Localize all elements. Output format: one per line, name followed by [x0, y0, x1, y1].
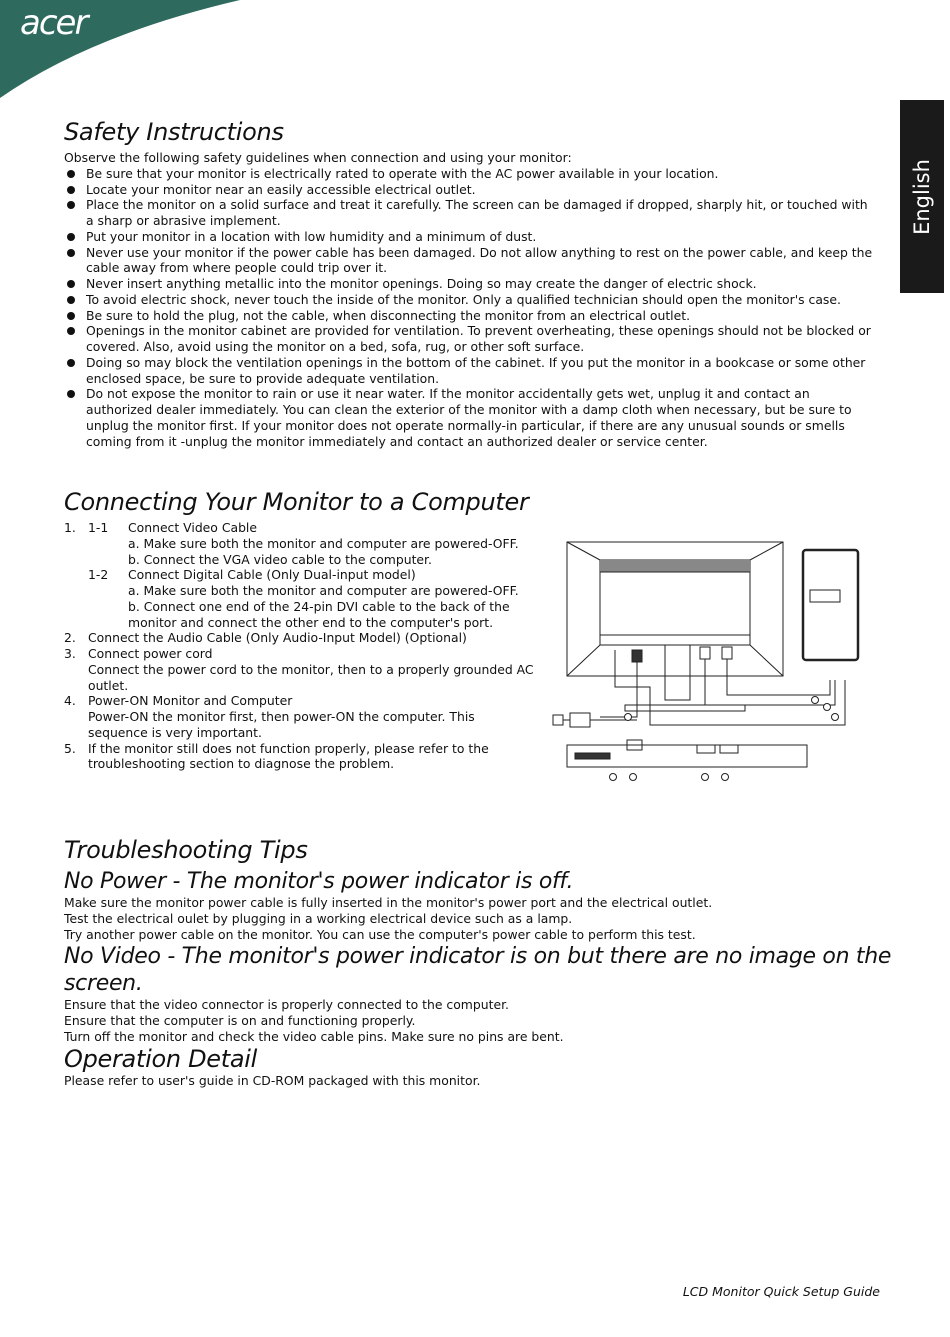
section-title: Safety Instructions: [64, 118, 284, 146]
brand-banner: [0, 0, 245, 100]
text-line: Try another power cable on the monitor. You can use the computer's power cable to perform this test.: [64, 926, 696, 942]
bullet-item: Be sure that your monitor is electrically rated to operate with the AC power available in your location.: [64, 166, 879, 182]
connecting-section: Connecting Your Monitor to a Computer 1. 1-1 Connect Video Cable a. Make sure both the monitor and computer are powered-OFF. b. Connect the VGA video cable to the computer. 1-2 Connect Digital Cable (Only Dual-input model) a. Make sure both the monitor and computer are powered-OFF. b. Connect one end of the 24-pin DVI cable to the back of the monitor and connect the other end to the computer's port. 2. Connect the Audio Cable (Only Audio-Input Model) (Optional) 3. Connect power cord Connect the power cord to the monitor, then to a properly grounded AC outlet. 4. Power-ON Monitor and Computer Power-ON the monitor first, then power-ON the computer. This sequence is very important. 5. If the monitor still does not function properly, please refer to the troubleshooting section to diagnose the problem.: [64, 488, 534, 772]
bullet-item: Be sure to hold the plug, not the cable, when disconnecting the monitor from an electrical outlet.: [64, 308, 879, 324]
section-title: Connecting Your Monitor to a Computer: [64, 488, 529, 516]
text-line: Make sure the monitor power cable is fully inserted in the monitor's power port and the electrical outlet.: [64, 895, 713, 910]
text-line: Turn off the monitor and check the video cable pins. Make sure no pins are bent.: [64, 1028, 564, 1044]
text-line: Test the electrical oulet by plugging in a working electrical device such as a lamp.: [64, 910, 573, 926]
intro: Observe the following safety guidelines when connection and using your monitor:: [64, 150, 572, 165]
section-title: Operation Detail: [64, 1044, 257, 1073]
section-title: Troubleshooting Tips: [64, 836, 308, 864]
text-line: Ensure that the computer is on and functioning properly.: [64, 1013, 416, 1028]
bullet-item: Locate your monitor near an easily accessible electrical outlet.: [64, 182, 879, 198]
bullet-item: To avoid electric shock, never touch the inside of the monitor. Only a qualified technician should open the monitor's case.: [64, 292, 879, 308]
bullet-item: Never use your monitor if the power cable has been damaged. Do not allow anything to rest on the power cable, and keep the cable away from where people could trip over it.: [64, 245, 879, 277]
bullet-item: Place the monitor on a solid surface and treat it carefully. The screen can be damaged if dropped, sharply hit, or touched with a sharp or abrasive implement.: [64, 197, 879, 229]
bullet-item: Do not expose the monitor to rain or use it near water. If the monitor accidentally gets wet, unplug it and contact an authorized dealer immediately. You can clean the exterior of the monitor with a damp cloth when necessary, but be sure to unplug the monitor first. If your monitor does not operate normally-in particular, if there are any unusual sounds or smells coming from it -unplug the monitor immediately and contact an authorized dealer or service center.: [64, 386, 879, 449]
troubleshooting-section: [64, 836, 894, 1088]
language-tab: English: [900, 100, 944, 293]
text-line: Ensure that the video connector is properly connected to the computer.: [64, 997, 509, 1013]
acer-logo: acer: [20, 3, 87, 43]
bullet-item: Openings in the monitor cabinet are provided for ventilation. To prevent overheating, these openings should not be blocked or covered. Also, avoid using the monitor on a bed, sofa, rug, or other soft surface.: [64, 323, 879, 355]
footer: LCD Monitor Quick Setup Guide: [682, 1284, 880, 1299]
bullet-item: Doing so may block the ventilation openings in the bottom of the cabinet. If you put the monitor in a bookcase or some other enclosed space, be sure to provide adequate ventilation.: [64, 355, 879, 387]
safety-section: [64, 118, 879, 449]
bullet-item: Never insert anything metallic into the monitor openings. Doing so may create the danger of electric shock.: [64, 276, 879, 292]
bullet-item: Put your monitor in a location with low humidity and a minimum of dust.: [64, 229, 879, 245]
operation-text: Please refer to user's guide in CD-ROM packaged with this monitor.: [64, 1072, 481, 1088]
subsection-title: No Video - The monitor's power indicator is on but there are no image on the screen.: [64, 944, 892, 997]
connection-diagram: [545, 535, 865, 785]
subsection-title: No Power - The monitor's power indicator is off.: [64, 869, 574, 894]
